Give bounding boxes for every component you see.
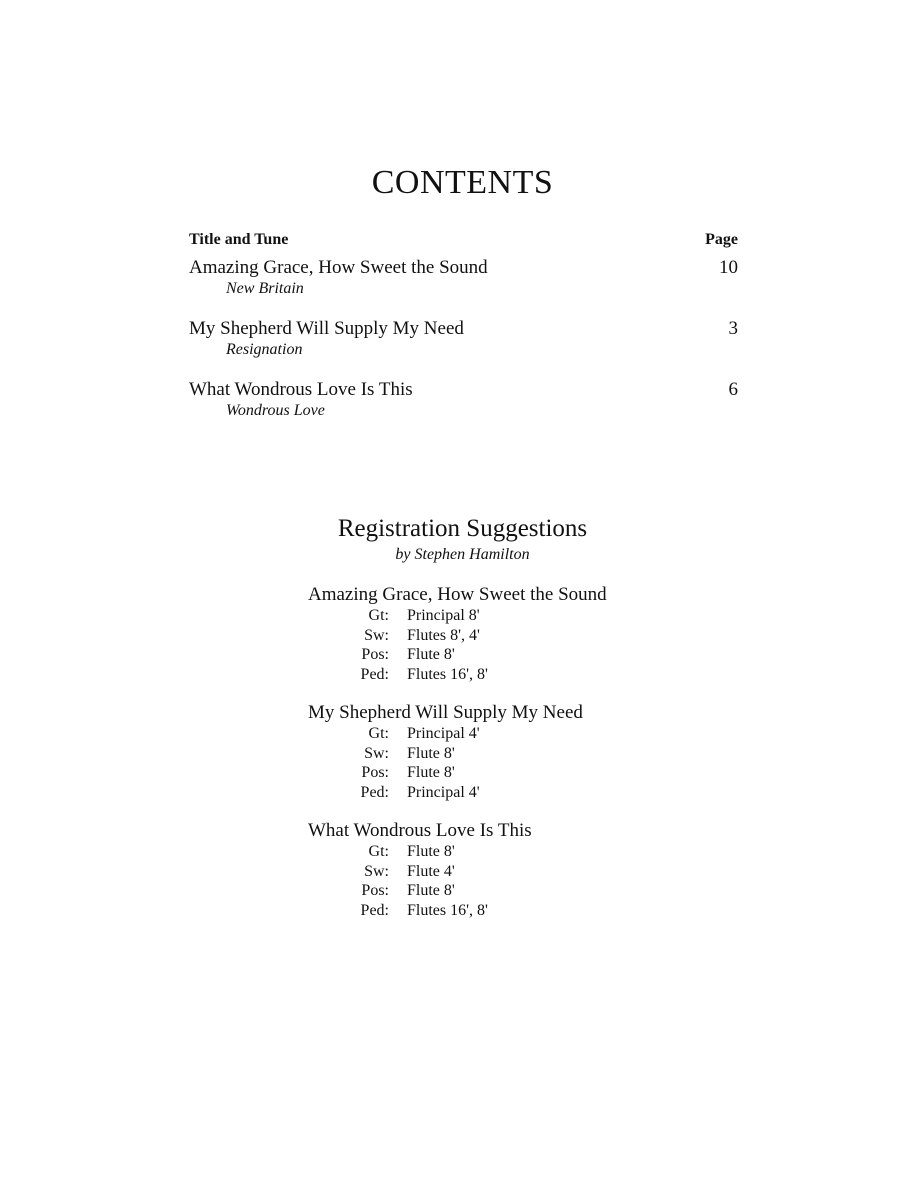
stop-value: Flutes 16', 8' bbox=[407, 665, 488, 683]
stop-value: Flutes 16', 8' bbox=[407, 901, 488, 919]
registration-hymn-title: Amazing Grace, How Sweet the Sound bbox=[308, 584, 607, 605]
division-label: Sw: bbox=[364, 626, 389, 644]
stop-row bbox=[308, 626, 708, 646]
contents-entry bbox=[189, 257, 738, 299]
stop-value: Principal 8' bbox=[407, 607, 480, 624]
stop-value: Principal 4' bbox=[407, 725, 480, 742]
stop-row bbox=[308, 842, 708, 862]
entry-page: 10 bbox=[719, 257, 738, 278]
entry-page: 6 bbox=[728, 379, 738, 400]
stop-value: Flute 8' bbox=[407, 744, 455, 762]
division-label: Sw: bbox=[364, 744, 389, 762]
entry-tune: New Britain bbox=[226, 280, 304, 297]
stop-row bbox=[308, 665, 708, 685]
division-label: Ped: bbox=[360, 665, 389, 683]
column-header-title: Title and Tune bbox=[189, 231, 289, 248]
registration-heading: Registration Suggestions bbox=[337, 515, 588, 542]
stop-row bbox=[308, 763, 708, 783]
division-label: Pos: bbox=[361, 646, 389, 663]
stop-value: Flutes 8', 4' bbox=[407, 626, 480, 644]
entry-title: My Shepherd Will Supply My Need bbox=[189, 318, 464, 339]
registration-hymn bbox=[308, 584, 708, 684]
stop-row bbox=[308, 881, 708, 901]
entry-tune: Resignation bbox=[226, 341, 303, 358]
division-label: Ped: bbox=[360, 783, 389, 801]
column-header-page: Page bbox=[705, 231, 738, 248]
registration-hymn-title: My Shepherd Will Supply My Need bbox=[308, 702, 583, 723]
stop-row bbox=[308, 783, 708, 803]
registration-byline: by Stephen Hamilton bbox=[395, 546, 530, 563]
entry-title: Amazing Grace, How Sweet the Sound bbox=[189, 257, 488, 278]
stop-row bbox=[308, 744, 708, 764]
entry-tune: Wondrous Love bbox=[226, 402, 325, 419]
stop-value: Flute 8' bbox=[407, 843, 455, 860]
stop-value: Flute 8' bbox=[407, 646, 455, 663]
division-label: Pos: bbox=[361, 764, 389, 781]
stop-value: Flute 4' bbox=[407, 862, 455, 880]
entry-page: 3 bbox=[728, 318, 738, 339]
division-label: Gt: bbox=[368, 607, 389, 624]
stop-value: Principal 4' bbox=[407, 783, 480, 801]
stop-row bbox=[308, 724, 708, 744]
division-label: Ped: bbox=[360, 901, 389, 919]
stop-row bbox=[308, 862, 708, 882]
registration-hymn bbox=[308, 820, 708, 920]
stop-row bbox=[308, 606, 708, 626]
registration-hymn-title: What Wondrous Love Is This bbox=[308, 820, 532, 841]
stop-row bbox=[308, 901, 708, 921]
stop-value: Flute 8' bbox=[407, 764, 455, 781]
division-label: Pos: bbox=[361, 882, 389, 899]
entry-title: What Wondrous Love Is This bbox=[189, 379, 413, 400]
stop-value: Flute 8' bbox=[407, 882, 455, 899]
registration-hymn bbox=[308, 702, 708, 802]
contents-entry bbox=[189, 318, 738, 360]
contents-entry bbox=[189, 379, 738, 421]
contents-heading: CONTENTS bbox=[371, 164, 554, 201]
division-label: Sw: bbox=[364, 862, 389, 880]
division-label: Gt: bbox=[368, 843, 389, 860]
division-label: Gt: bbox=[368, 725, 389, 742]
stop-row bbox=[308, 645, 708, 665]
